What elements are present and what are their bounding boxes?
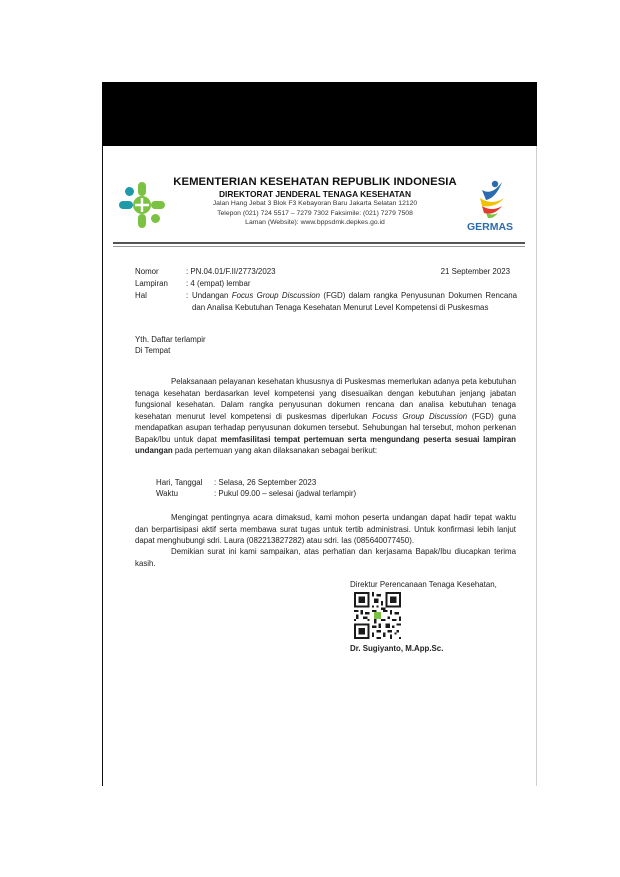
letterhead-rule-thin (113, 246, 525, 247)
nomor-value: : PN.04.01/F.II/2773/2023 (186, 267, 276, 276)
hal-value (192, 290, 517, 313)
recipient-line-1: Yth. Daftar terlampir (135, 335, 206, 344)
signature-title: Direktur Perencanaan Tenaga Kesehatan, (350, 580, 497, 589)
kemenkes-logo-icon (115, 178, 170, 233)
schedule-time-value: : Pukul 09.00 – selesai (jadwal terlampir) (214, 489, 357, 498)
hal-text-post: (FGD) dalam rangka Penyusunan Dokumen Rencana dan Analisa Kebutuhan Tenaga Kesehatan Menurut Level Kompetensi di Puskesmas (192, 291, 517, 312)
schedule-date-value: : Selasa, 26 September 2023 (214, 478, 317, 487)
qr-code-icon (354, 592, 401, 639)
ministry-name: KEMENTERIAN KESEHATAN REPUBLIK INDONESIA (173, 176, 457, 188)
hal-text-italic: Focus Group Discussion (231, 291, 321, 300)
schedule-date-label: Hari, Tanggal (156, 478, 203, 487)
lampiran-label: Lampiran (135, 279, 168, 288)
letterhead (170, 176, 460, 228)
website-line: Laman (Website): www.bppsdmk.depkes.go.id (245, 219, 385, 227)
body-paragraph-3: Demikian surat ini kami sampaikan, atas perhatian dan kerjasama Bapak/Ibu diucapkan terima kasih. (135, 547, 516, 568)
signatory-name: Dr. Sugiyanto, M.App.Sc. (350, 644, 444, 653)
page-edge-left (102, 146, 103, 786)
hal-colon: : (186, 291, 189, 300)
body-paragraph-1 (135, 376, 516, 457)
p1-part-c: pada pertemuan yang akan dilaksanakan sebagai berikut: (172, 446, 378, 455)
schedule-time-label: Waktu (156, 489, 179, 498)
phone-line: Telepon (021) 724 5517 – 7279 7302 Faksimile: (021) 7279 7508 (217, 209, 413, 217)
lampiran-value: : 4 (empat) lembar (186, 279, 251, 288)
nomor-label: Nomor (135, 267, 159, 276)
p1-part-b: (FGD) guna mendapatkan asupan terhadap penyusunan dokumen tersebut. Sehubungan hal tersebut, mohon perkenan Bapak/Ibu untuk dapat (135, 411, 516, 444)
address-line: Jalan Hang Jebat 3 Blok F3 Kebayoran Baru Jakarta Selatan 12120 (212, 200, 418, 207)
letterhead-rule-thick (113, 242, 525, 244)
body-paragraph-2: Mengingat pentingnya acara dimaksud, kami mohon peserta undangan dapat hadir tepat waktu dan berpartisipasi aktif serta membawa surat tugas untuk tertib administrasi. Untuk konfirmasi lebih lanjut dapat menghubungi sdri. Laura (082213827282) atau sdri. Ias (085640077450). (135, 513, 516, 545)
p1-part-a: Pelaksanaan pelayanan kesehatan khususnya di Puskesmas memerlukan adanya peta kebutuhan tenaga kesehatan berdasarkan level kompetensi yang disesuaikan dengan kebutuhan jenjang jabatan fungsional kesehatan. Dalam rangka penyusunan dokumen rencana dan analisa kebutuhan tenaga kesehatan menurut level kompetensi di puskesmas diperlukan (135, 377, 516, 421)
letter-date: 21 September 2023 (440, 267, 510, 276)
hal-text-pre: Undangan (192, 291, 232, 300)
page-edge-right (536, 146, 537, 786)
recipient-line-2: Di Tempat (135, 346, 171, 355)
p1-italic: Focuss Group Discussion (372, 411, 468, 421)
redaction-bar (102, 82, 537, 146)
p1-bold: memfasilitasi tempat pertemuan serta mengundang peserta sesuai lampiran undangan (135, 434, 516, 455)
germas-label: GERMAS (466, 221, 514, 233)
hal-label: Hal (135, 291, 147, 300)
directorate-name: DIREKTORAT JENDERAL TENAGA KESEHATAN (218, 189, 411, 199)
germas-logo-icon (462, 176, 518, 234)
